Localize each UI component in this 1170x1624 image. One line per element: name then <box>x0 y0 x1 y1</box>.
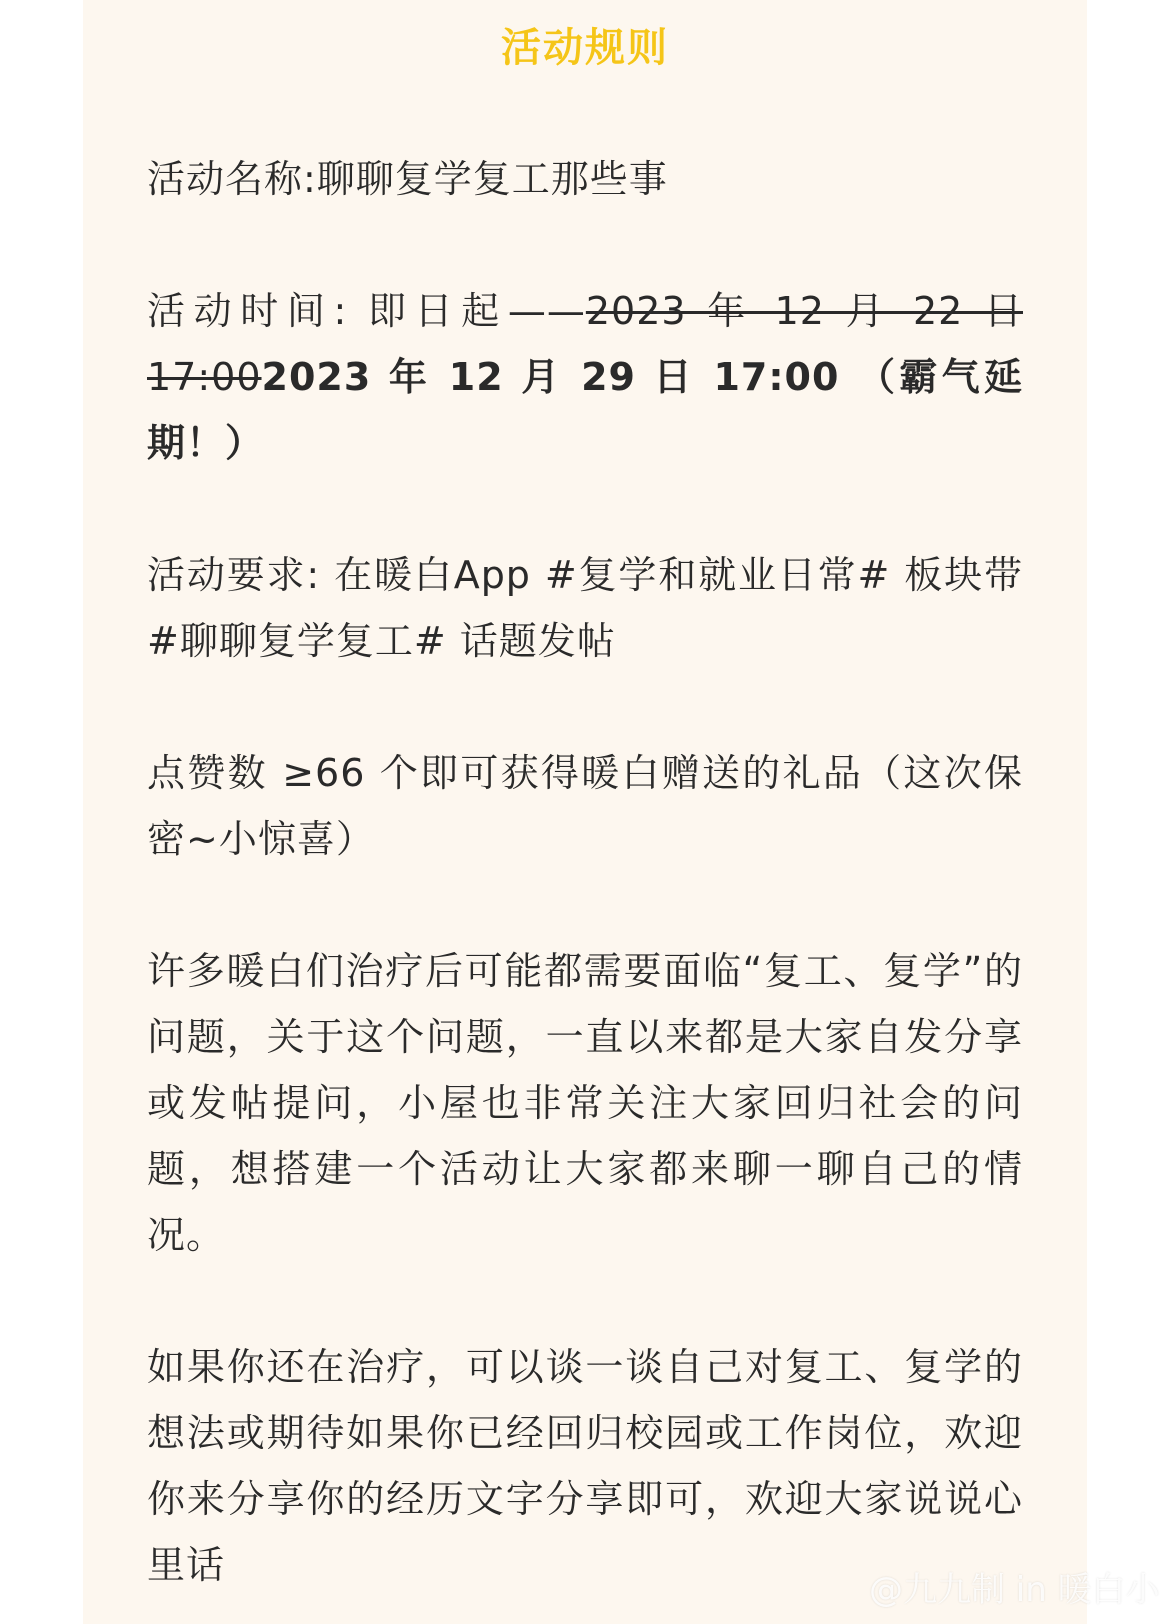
rules-card <box>83 0 1160 1624</box>
rules-body <box>147 146 1023 1598</box>
activity-intro: 许多暖白们治疗后可能都需要面临“复工、复学”的问题，关于这个问题，一直以来都是大家自发分享或发帖提问，小屋也非常关注大家回归社会的问题，想搭建一个活动让大家都来聊一聊自己的情况。 <box>147 949 1023 1257</box>
activity-reward: 点赞数 ≥66 个即可获得暖白赠送的礼品（这次保密~小惊喜） <box>147 751 1023 861</box>
watermark: @九九制 in 暖白小 <box>869 1570 1160 1610</box>
page-title: 活动规则 <box>501 25 669 71</box>
old-deadline: 2023 年 12 月 22 日 17:00 <box>147 289 1023 399</box>
new-deadline: 2023 年 12 月 29 日 17:00 （霸气延期！） <box>147 355 1023 465</box>
activity-invite: 如果你还在治疗，可以谈一谈自己对复工、复学的想法或期待如果你已经回归校园或工作岗位，欢迎你来分享你的经历文字分享即可，欢迎大家说说心里话 <box>147 1345 1023 1587</box>
activity-name: 活动名称:聊聊复学复工那些事 <box>147 157 668 201</box>
activity-time <box>147 278 1023 476</box>
time-label: 活动时间: 即日起—— <box>147 289 586 333</box>
activity-requirement: 活动要求: 在暖白App #复学和就业日常# 板块带 #聊聊复学复工# 话题发帖 <box>147 553 1023 663</box>
